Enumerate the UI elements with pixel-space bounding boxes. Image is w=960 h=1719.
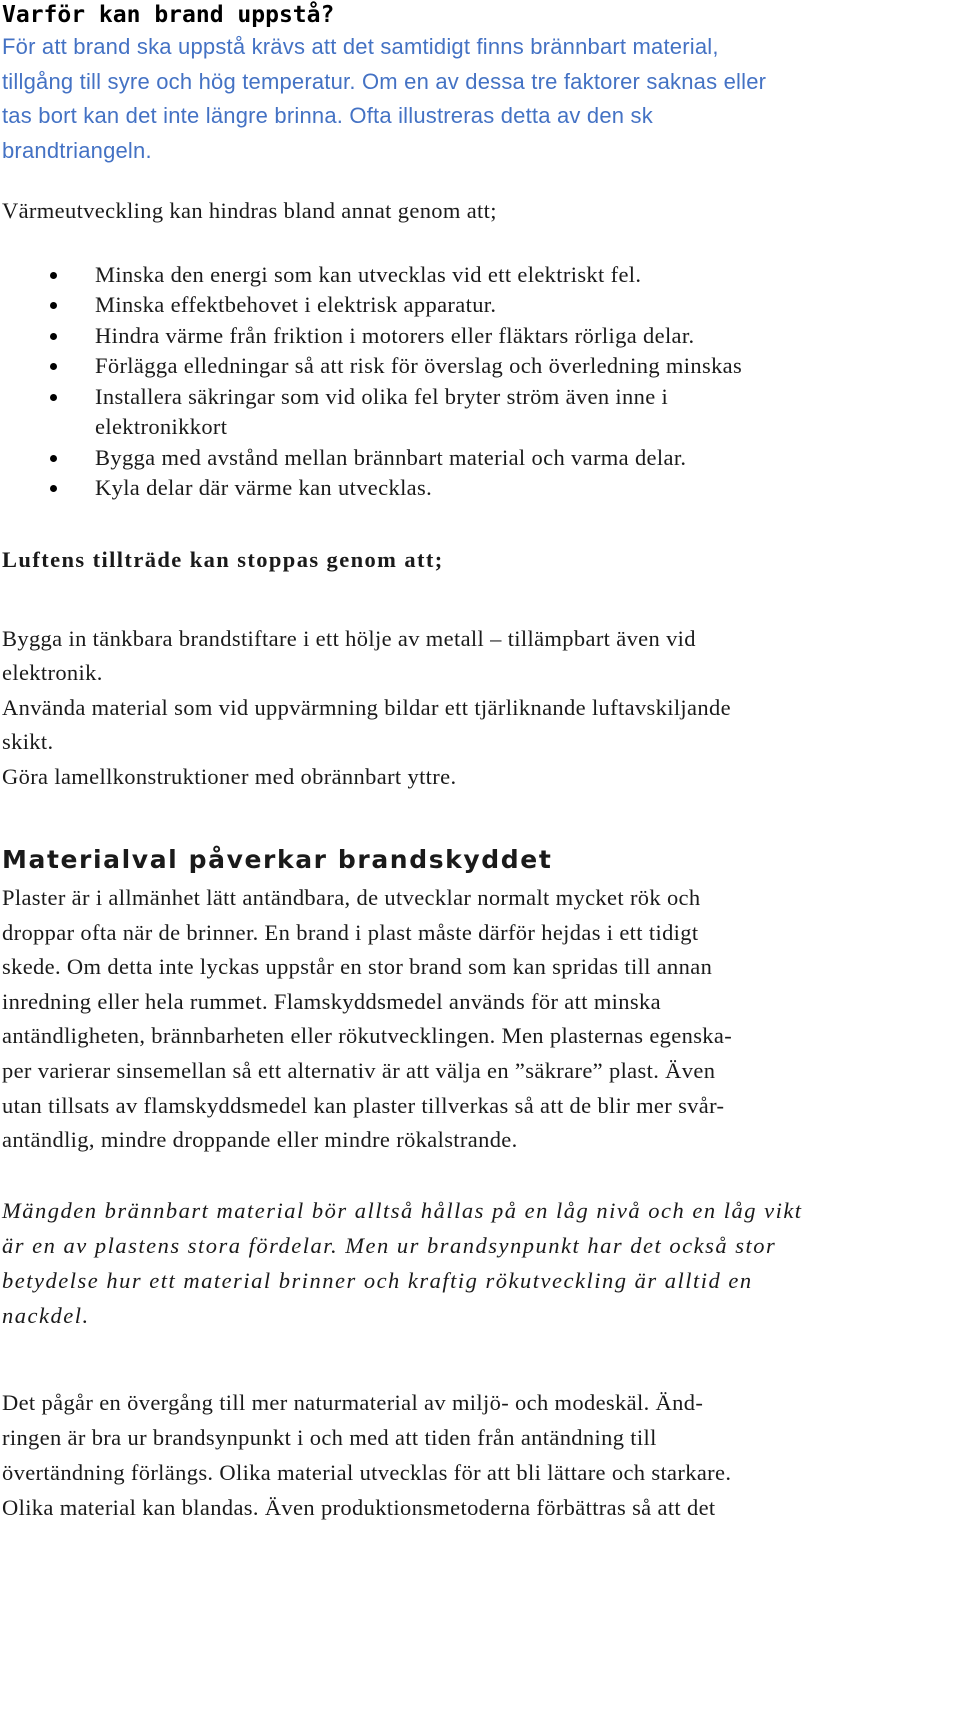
text-line: elektronik. [2,660,103,685]
air-paragraph [2,760,930,795]
heading-why-fire: Varför kan brand uppstå? [2,2,335,28]
list-item [2,351,930,382]
list-item-text: Hindra värme från friktion i motorers eller fläktars rörliga delar. [95,322,695,348]
text-line: skikt. [2,729,54,754]
list-item-text: Minska effektbehovet i elektrisk apparatur. [95,292,497,317]
air-paragraph [2,622,930,691]
text-line: nackdel. [2,1302,90,1328]
warmth-bullet-list [2,260,930,504]
intro-line: brandtriangeln. [2,137,152,163]
text-line: antändlig, mindre droppande eller mindre rökalstrande. [2,1127,518,1153]
list-item-text: Bygga med avstånd mellan brännbart material och varma delar. [95,444,687,470]
text-line: Mängden brännbart material bör alltså hållas på en låg nivå och en låg vikt [2,1197,803,1223]
bullet-icon [50,333,57,340]
text-line: Det pågår en övergång till mer naturmaterial av miljö- och modeskäl. Änd- [2,1389,704,1415]
list-item-text: Installera säkringar som vid olika fel bryter ström även inne i [95,383,669,409]
text-line: utan tillsats av flamskyddsmedel kan plaster tillverkas så att de blir mer svår- [2,1092,725,1118]
intro-paragraph [2,30,930,168]
text-line: ringen är bra ur brandsynpunkt i och med att tiden från antändning till [2,1424,657,1450]
text-line: per varierar sinsemellan så ett alternativ är att välja en ”säkrare” plast. Även [2,1057,716,1083]
text-line: inredning eller hela rummet. Flamskyddsmedel används för att minska [2,988,661,1014]
heading-material-choice: Materialval påverkar brandskyddet [2,845,553,874]
natural-material-paragraph [2,1385,930,1525]
list-item [2,321,930,352]
text-line: Bygga in tänkbara brandstiftare i ett hölje av metall – tillämpbart även vid [2,625,696,651]
text-line: antändligheten, brännbarheten eller rökutvecklingen. Men plasternas egenska- [2,1023,733,1049]
text-line: Använda material som vid uppvärmning bildar ett tjärliknande luftavskiljande [2,694,731,720]
material-paragraph [2,881,930,1158]
bullet-icon [50,302,57,309]
intro-line: För att brand ska uppstå krävs att det samtidigt finns brännbart material, [2,34,719,59]
text-line: Olika material kan blandas. Även produktionsmetoderna förbättras så att det [2,1494,716,1520]
list-item [2,473,930,504]
bullet-icon [50,394,57,401]
text-line: betydelse hur ett material brinner och kraftig rökutveckling är alltid en [2,1267,753,1293]
air-paragraphs [2,622,930,795]
italic-paragraph [2,1193,930,1333]
text-line: Göra lamellkonstruktioner med obrännbart yttre. [2,763,457,789]
list-item [2,260,930,291]
text-line: Plaster är i allmänhet lätt antändbara, de utvecklar normalt mycket rök och [2,885,701,910]
intro-line: tas bort kan det inte längre brinna. Ofta illustreras detta av den sk [2,103,653,128]
warmth-intro: Värmeutveckling kan hindras bland annat genom att; [2,198,497,223]
list-item-text: Förlägga elledningar så att risk för överslag och överledning minskas [95,353,743,378]
heading-air-access: Luftens tillträde kan stoppas genom att; [2,546,444,572]
text-line: övertändning förlängs. Olika material utvecklas för att bli lättare och starkare. [2,1459,732,1485]
list-item [2,382,930,443]
bullet-icon [50,363,57,370]
text-line: droppar ofta när de brinner. En brand i plast måste därför hejdas i ett tidigt [2,919,699,945]
list-item-text: Kyla delar där värme kan utvecklas. [95,475,433,500]
list-item-text: elektronikkort [95,414,228,439]
bullet-icon [50,272,57,279]
text-line: skede. Om detta inte lyckas uppstår en stor brand som kan spridas till annan [2,954,713,980]
intro-line: tillgång till syre och hög temperatur. Om en av dessa tre faktorer saknas eller [2,68,767,94]
list-item [2,290,930,321]
text-line: är en av plastens stora fördelar. Men ur brandsynpunkt har det också stor [2,1232,777,1258]
bullet-icon [50,455,57,462]
air-paragraph [2,691,930,760]
list-item-text: Minska den energi som kan utvecklas vid ett elektriskt fel. [95,261,642,287]
list-item [2,443,930,474]
bullet-icon [50,485,57,492]
